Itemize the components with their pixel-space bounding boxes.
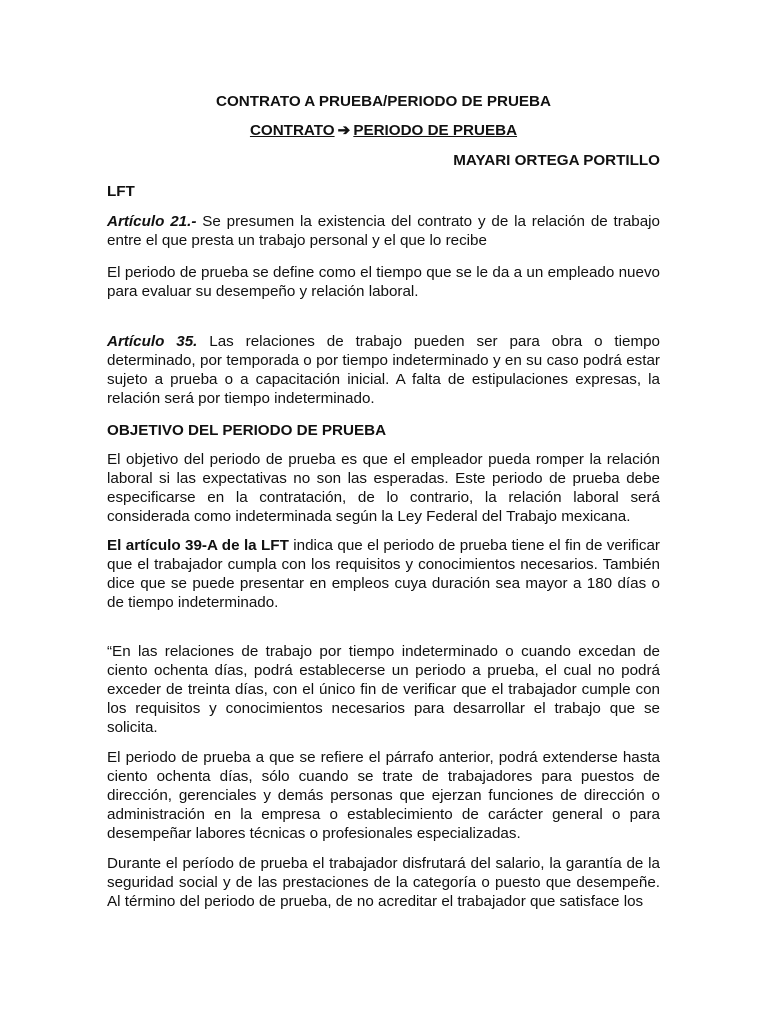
objetivo-paragraph: El objetivo del periodo de prueba es que el empleador pueda romper la relación laboral si las expectativas no son las esperadas. Este periodo de prueba debe especificarse en la contratación, de lo contrario, la relación laboral será considerada como indeterminada según la Ley Federal del Trabajo mexicana. [107,451,660,525]
article-39a-paragraph [107,536,660,612]
section-heading-objetivo: OBJETIVO DEL PERIODO DE PRUEBA [107,422,387,439]
quote-paragraph-1: “En las relaciones de trabajo por tiempo indeterminado o cuando excedan de ciento ochenta días, podrá establecerse un periodo a prueba, el cual no podrá exceder de treinta días, con el único fin de verificar que el trabajador cumple con los requisitos y conocimientos necesarios para desarrollar el trabajo que se solicita. [107,643,660,736]
article-35-label: Artículo 35. [107,333,198,350]
article-35-paragraph [107,332,660,408]
document-title: CONTRATO A PRUEBA/PERIODO DE PRUEBA [216,93,551,110]
article-21-label: Artículo 21.- [107,213,197,230]
section-heading-lft: LFT [107,183,135,200]
article-21-paragraph [107,212,660,250]
article-39a-text: indica que el periodo de prueba tiene el fin de verificar que el trabajador cumpla con los requisitos y conocimientos necesarios. También dice que se puede presentar en empleos cuya duración sea mayor a 180 días o de tiempo indeterminado. [107,537,660,611]
author-name: MAYARI ORTEGA PORTILLO [453,152,660,169]
article-21-text: Se presumen la existencia del contrato y de la relación de trabajo entre el que presta un trabajo personal y el que lo recibe [107,213,660,249]
article-35-text: Las relaciones de trabajo pueden ser para obra o tiempo determinado, por temporada o por tiempo indeterminado y en su caso podrá estar sujeto a prueba o a capacitación inicial. A falta de estipulaciones expresas, la relación será por tiempo indeterminado. [107,333,660,407]
subtitle-left: CONTRATO [249,122,335,139]
definition-paragraph: El periodo de prueba se define como el tiempo que se le da a un empleado nuevo para evaluar su desempeño y relación laboral. [107,264,660,300]
document-body [107,92,660,911]
arrow-right-icon: ➔ [337,122,351,139]
quote-paragraph-3: Durante el período de prueba el trabajador disfrutará del salario, la garantía de la seguridad social y de las prestaciones de la categoría o puesto que desempeñe. Al término del periodo de prueba, de no acreditar el trabajador que satisface los [107,855,660,910]
document-subtitle [107,121,660,140]
article-39a-label: El artículo 39-A de la LFT [107,537,289,554]
quote-paragraph-2: El periodo de prueba a que se refiere el párrafo anterior, podrá extenderse hasta ciento ochenta días, sólo cuando se trate de trabajadores para puestos de dirección, gerenciales y demás personas que ejerzan funciones de dirección o administración en la empresa o establecimiento de carácter general o para desempeñar labores técnicas o profesionales especializadas. [107,749,660,842]
subtitle-right: PERIODO DE PRUEBA [353,122,518,139]
